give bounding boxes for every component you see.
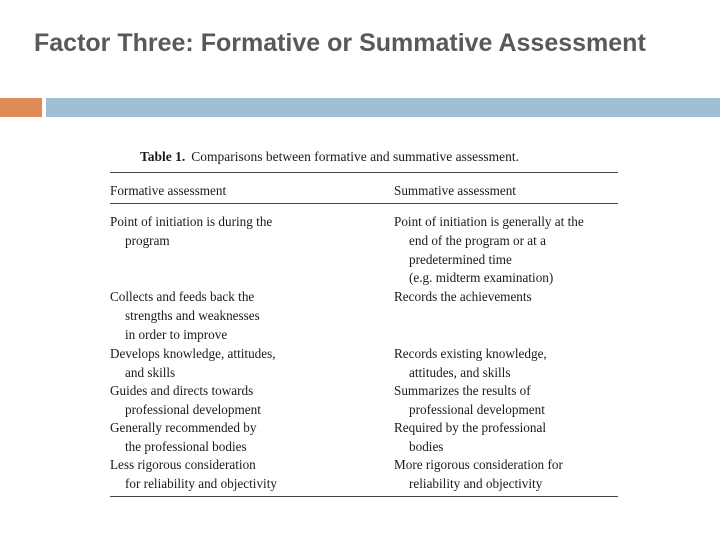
cell-line: strengths and weaknesses	[125, 307, 260, 323]
table-cell-summative	[394, 213, 584, 288]
cell-line: (e.g. midterm examination)	[409, 270, 554, 286]
table-cell-summative	[394, 288, 532, 307]
cell-line: professional development	[409, 401, 545, 417]
cell-line: Less rigorous consideration	[110, 457, 256, 472]
cell-line: attitudes, and skills	[409, 364, 511, 380]
table-cell-formative	[110, 288, 260, 344]
table-cell-formative	[110, 382, 261, 420]
cell-line: predetermined time	[409, 251, 512, 267]
cell-line: the professional bodies	[125, 438, 247, 454]
cell-line: program	[125, 232, 170, 248]
accent-bar	[0, 98, 720, 117]
table-cell-summative	[394, 382, 545, 420]
cell-line: Point of initiation is during the	[110, 214, 273, 229]
table-cell-summative	[394, 456, 563, 494]
table-header-rule	[110, 203, 618, 204]
table-caption-text: Comparisons between formative and summative assessment.	[191, 149, 519, 164]
cell-line: Summarizes the results of	[394, 383, 531, 398]
cell-line: bodies	[409, 438, 444, 454]
table-top-rule	[110, 172, 618, 173]
cell-line: Collects and feeds back the	[110, 289, 255, 304]
cell-line: for reliability and objectivity	[125, 475, 277, 491]
cell-line: Generally recommended by	[110, 420, 257, 435]
table-cell-summative	[394, 345, 547, 383]
column-header-formative: Formative assessment	[110, 183, 227, 198]
cell-line: More rigorous consideration for	[394, 457, 563, 472]
table-bottom-rule	[110, 496, 618, 497]
cell-line: Point of initiation is generally at the	[394, 214, 584, 229]
accent-bar-blue	[46, 98, 720, 117]
cell-line: end of the program or at a	[409, 232, 546, 248]
cell-line: reliability and objectivity	[409, 475, 543, 491]
accent-bar-orange	[0, 98, 42, 117]
table-cell-formative	[110, 456, 277, 494]
table-cell-formative	[110, 345, 276, 383]
table-cell-summative	[394, 419, 546, 457]
table-caption-number: Table 1.	[140, 149, 186, 164]
cell-line: in order to improve	[125, 326, 228, 342]
cell-line: Required by the professional	[394, 420, 546, 435]
cell-line: Guides and directs towards	[110, 383, 254, 398]
cell-line: Records the achievements	[394, 289, 532, 304]
cell-line: Records existing knowledge,	[394, 346, 547, 361]
table-cell-formative	[110, 213, 272, 251]
cell-line: professional development	[125, 401, 261, 417]
column-header-summative: Summative assessment	[394, 183, 516, 198]
slide-title: Factor Three: Formative or Summative Assessment	[34, 29, 646, 57]
cell-line: and skills	[125, 364, 176, 380]
table-cell-formative	[110, 419, 256, 457]
table-caption	[140, 149, 519, 165]
cell-line: Develops knowledge, attitudes,	[110, 346, 276, 361]
